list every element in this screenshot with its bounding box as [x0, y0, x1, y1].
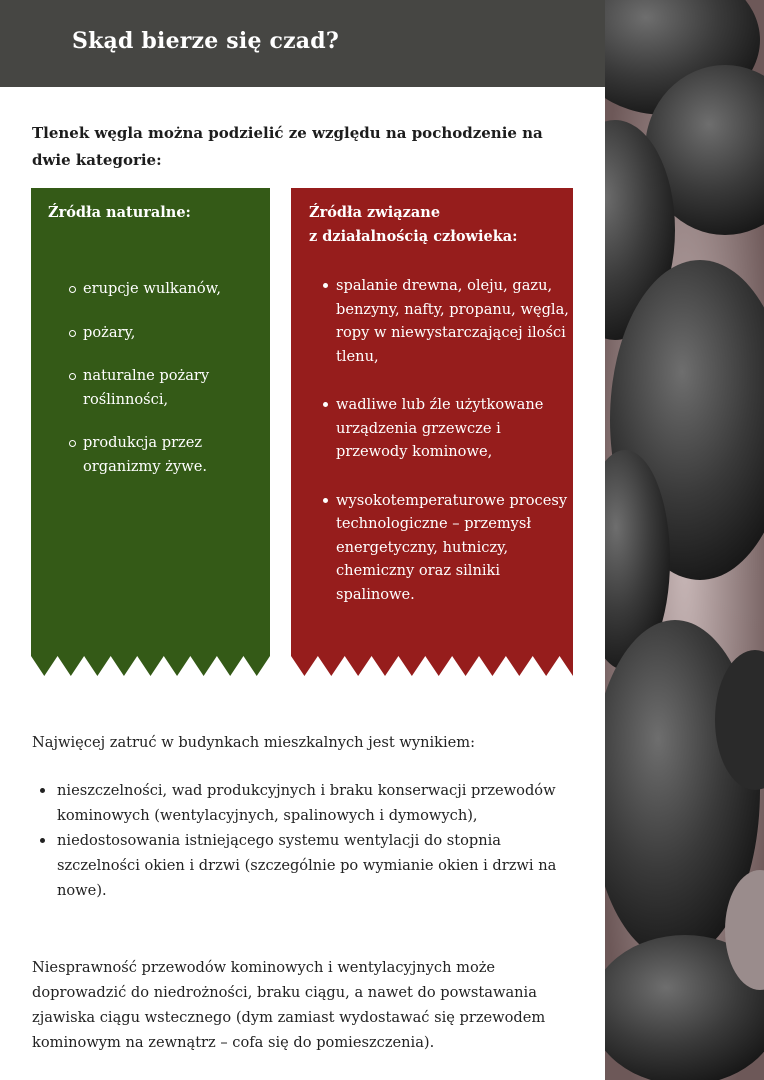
chimney-paragraph: Niesprawność przewodów kominowych i wentylacyjnych może doprowadzić do niedrożności, braku ciągu, a nawet do powstawania zjawiska ciągu wstecznego (dym zamiast wydostawać się przewodem kominowym na zewnątrz – cofa się do pomieszczenia).	[32, 959, 546, 1051]
list-item: erupcje wulkanów,	[83, 277, 268, 301]
page-title: Skąd bierze się czad?	[72, 28, 339, 54]
list-item: nieszczelności, wad produkcyjnych i braku konserwacji przewodów kominowych (wentylacyjnych, spalinowych i dymowych),	[57, 778, 577, 828]
intro-text: Tlenek węgla można podzielić ze względu na pochodzenie na dwie kategorie:	[32, 124, 543, 169]
coal-photo	[605, 0, 764, 1080]
human-sources-box	[291, 188, 573, 678]
causes-list	[57, 778, 577, 903]
natural-sources-title: Źródła naturalne:	[48, 204, 191, 221]
human-sources-list	[336, 274, 571, 631]
list-item: naturalne pożary roślinności,	[83, 364, 268, 411]
zigzag-edge	[291, 656, 573, 678]
causes-intro: Najwięcej zatruć w budynkach mieszkalnych jest wynikiem:	[32, 734, 476, 751]
list-item: niedostosowania istniejącego systemu wentylacji do stopnia szczelności okien i drzwi (szczególnie po wymianie okien i drzwi na nowe).	[57, 828, 577, 903]
natural-sources-list	[83, 277, 268, 498]
list-item: wadliwe lub źle użytkowane urządzenia grzewcze i przewody kominowe,	[336, 393, 571, 464]
list-item: pożary,	[83, 321, 268, 345]
list-item: wysokotemperaturowe procesy technologiczne – przemysł energetyczny, hutniczy, chemiczny oraz silniki spalinowe.	[336, 489, 571, 607]
list-item: spalanie drewna, oleju, gazu, benzyny, nafty, propanu, węgla, ropy w niewystarczającej ilości tlenu,	[336, 274, 571, 368]
human-sources-title: Źródła związane z działalnością człowieka:	[309, 204, 518, 245]
header-band	[0, 0, 605, 87]
list-item: produkcja przez organizmy żywe.	[83, 431, 268, 478]
natural-sources-box	[31, 188, 270, 678]
zigzag-edge	[31, 656, 270, 678]
